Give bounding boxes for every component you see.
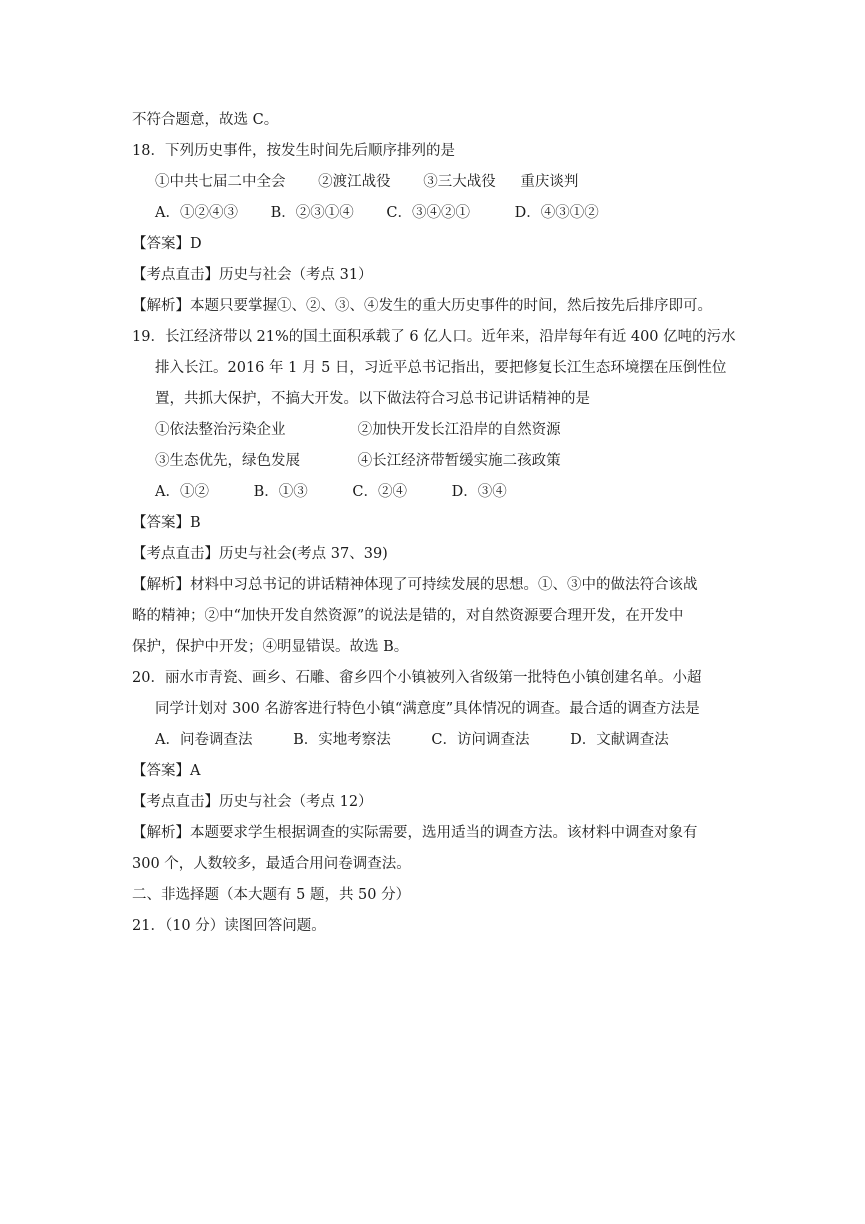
q18-options bbox=[155, 203, 599, 223]
q19-point: 【考点直击】历史与社会(考点 37、39) bbox=[132, 546, 388, 562]
q18-event-2: ②渡江战役 bbox=[318, 174, 391, 190]
q18-option-d: D．④③①② bbox=[514, 205, 599, 221]
q19-analysis-line-1: 【解析】材料中习总书记的讲话精神体现了可持续发展的思想。①、③中的做法符合该战 bbox=[132, 577, 698, 593]
q18-event-1: ①中共七届二中全会 bbox=[155, 174, 286, 190]
q18-option-a: A．①②④③ bbox=[155, 205, 238, 221]
q18-event-3: ③三大战役 bbox=[423, 174, 496, 190]
q19-answer: 【答案】B bbox=[132, 515, 201, 531]
q18-answer: 【答案】D bbox=[132, 236, 202, 252]
q19-option-b: B．①③ bbox=[253, 484, 308, 500]
q20-stem-line-1: 20．丽水市青瓷、画乡、石雕、畲乡四个小镇被列入省级第一批特色小镇创建名单。小超 bbox=[132, 670, 702, 686]
q18-point: 【考点直击】历史与社会（考点 31） bbox=[132, 267, 373, 283]
section-2-title: 二、非选择题（本大题有 5 题，共 50 分） bbox=[132, 887, 411, 903]
q19-stem-line-3: 置，共抓大保护，不搞大开发。以下做法符合习总书记讲话精神的是 bbox=[155, 391, 590, 407]
intro-text: 不符合题意，故选 C。 bbox=[132, 112, 279, 128]
q19-analysis-line-3: 保护，保护中开发；④明显错误。故选 B。 bbox=[132, 639, 409, 655]
q19-option-a: A．①② bbox=[155, 484, 209, 500]
q19-analysis-line-2: 略的精神；②中“加快开发自然资源”的说法是错的，对自然资源要合理开发，在开发中 bbox=[132, 608, 684, 624]
q19-stem-line-2: 排入长江。2016 年 1 月 5 日，习近平总书记指出，要把修复长江生态环境摆在压倒性位 bbox=[155, 360, 727, 376]
q19-option-d: D．③④ bbox=[451, 484, 507, 500]
q18-event-4: 重庆谈判 bbox=[520, 174, 579, 190]
q19-stem-line-1: 19．长江经济带以 21%的国土面积承载了 6 亿人口。近年来，沿岸每年有近 400 亿吨的污水 bbox=[132, 329, 736, 345]
q19-items-row-2 bbox=[155, 451, 561, 471]
q19-items-row-1 bbox=[155, 420, 561, 440]
q20-answer: 【答案】A bbox=[132, 763, 201, 779]
q18-option-b: B．②③①④ bbox=[270, 205, 354, 221]
q20-options bbox=[155, 730, 669, 750]
q19-item-2: ②加快开发长江沿岸的自然资源 bbox=[357, 422, 561, 438]
q20-option-c: C．访问调查法 bbox=[431, 732, 530, 748]
q21-stem: 21．（10 分）读图回答问题。 bbox=[132, 918, 326, 934]
q19-item-3: ③生态优先，绿色发展 bbox=[155, 453, 300, 469]
q19-options bbox=[155, 482, 507, 502]
q18-stem: 18．下列历史事件，按发生时间先后顺序排列的是 bbox=[132, 143, 455, 159]
q20-option-a: A．问卷调查法 bbox=[155, 732, 253, 748]
q20-option-b: B．实地考察法 bbox=[293, 732, 391, 748]
q20-analysis-line-2: 300 个，人数较多，最适合用问卷调查法。 bbox=[132, 856, 411, 872]
q20-point: 【考点直击】历史与社会（考点 12） bbox=[132, 794, 373, 810]
q20-analysis-line-1: 【解析】本题要求学生根据调查的实际需要，选用适当的调查方法。该材料中调查对象有 bbox=[132, 825, 698, 841]
q18-option-c: C．③④②① bbox=[386, 205, 470, 221]
q19-option-c: C．②④ bbox=[352, 484, 407, 500]
q18-analysis: 【解析】本题只要掌握①、②、③、④发生的重大历史事件的时间，然后按先后排序即可。 bbox=[132, 298, 712, 314]
q19-item-4: ④长江经济带暂缓实施二孩政策 bbox=[357, 453, 561, 469]
q18-events bbox=[155, 172, 578, 192]
q20-option-d: D．文献调查法 bbox=[570, 732, 669, 748]
q20-stem-line-2: 同学计划对 300 名游客进行特色小镇“满意度”具体情况的调查。最合适的调查方法是 bbox=[155, 701, 700, 717]
q19-item-1: ①依法整治污染企业 bbox=[155, 422, 286, 438]
